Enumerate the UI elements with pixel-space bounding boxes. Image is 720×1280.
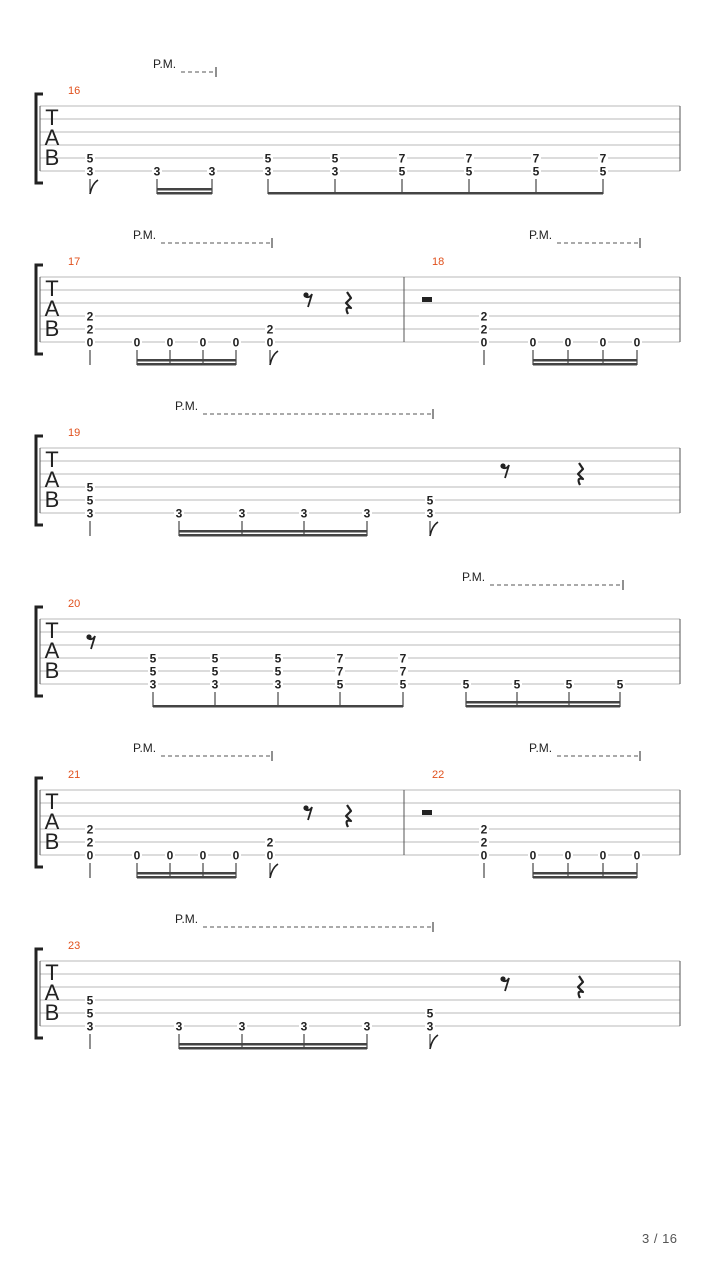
note-flag [270,351,278,365]
tab-system [36,912,680,1050]
tab-system [36,741,680,879]
beam [533,363,637,366]
fret-number: 7 [399,651,407,666]
fret-number: 3 [274,677,282,692]
rest [500,976,509,991]
note-flag [90,180,98,194]
fret-number: 0 [232,848,240,863]
fret-number: 0 [166,848,174,863]
fret-number: 2 [480,309,488,324]
fret-number: 3 [86,1019,94,1034]
fret-number: 0 [564,335,572,350]
beam [137,872,236,875]
fret-number: 5 [331,151,339,166]
fret-number: 0 [599,335,607,350]
tab-clef-letter: A [44,467,60,492]
tab-clef-letter: A [44,638,60,663]
fret-number: 3 [238,1019,246,1034]
measure-number: 18 [432,256,445,268]
tab-chord [263,152,273,195]
palm-mute-marking [462,570,623,590]
fret-number: 5 [86,993,94,1008]
tab-chord [397,152,407,195]
fret-number: 0 [133,335,141,350]
rest [303,292,312,307]
fret-number: 5 [264,151,272,166]
fret-number: 5 [211,664,219,679]
tab-clef-letter: T [45,618,59,643]
fret-number: 5 [86,480,94,495]
fret-number: 5 [211,651,219,666]
fret-number: 0 [133,848,141,863]
measure [68,427,680,537]
fret-number: 2 [480,835,488,850]
tab-clef-letter: A [44,296,60,321]
fret-number: 3 [153,164,161,179]
tab-clef-letter: T [45,447,59,472]
beam [179,534,367,537]
measure [422,256,680,366]
fret-number: 5 [465,164,473,179]
note-flag [430,1035,438,1049]
tab-chord [85,823,95,879]
fret-number: 0 [480,335,488,350]
palm-mute-marking [529,228,640,248]
fret-number: 3 [238,506,246,521]
fret-number: 5 [426,493,434,508]
fret-number: 5 [513,677,521,692]
palm-mute-label: P.M. [175,399,199,413]
tab-system [36,570,680,708]
tab-chord [398,652,408,708]
beam [533,876,637,879]
tab-system [36,57,680,195]
tab-chord [85,481,95,537]
fret-number: 2 [480,822,488,837]
measure-number: 17 [68,256,81,268]
fret-number: 3 [331,164,339,179]
beam [179,530,367,533]
fret-number: 3 [363,1019,371,1034]
fret-number: 7 [399,664,407,679]
measure [68,940,680,1050]
palm-mute-marking [175,399,433,419]
measure-number: 20 [68,598,81,610]
fret-number: 5 [274,664,282,679]
beam [533,359,637,362]
palm-mute-marking [133,228,272,248]
tab-clef-letter: A [44,980,60,1005]
fret-number: 7 [599,151,607,166]
tab-clef-letter: B [44,829,60,854]
fret-number: 5 [398,164,406,179]
fret-number: 2 [266,835,274,850]
fret-number: 5 [532,164,540,179]
tab-clef-letter: A [44,125,60,150]
fret-number: 2 [480,322,488,337]
measure [68,256,404,366]
fret-number: 0 [199,335,207,350]
rest [303,805,312,820]
tab-clef-letter: T [45,960,59,985]
tab-clef-letter: B [44,658,60,683]
fret-number: 0 [529,848,537,863]
fret-number: 0 [564,848,572,863]
palm-mute-label: P.M. [529,228,553,242]
fret-number: 5 [426,1006,434,1021]
fret-number: 5 [336,677,344,692]
measure-number: 21 [68,769,81,781]
palm-mute-marking [153,57,216,77]
fret-number: 0 [266,335,274,350]
tab-chord [479,310,489,366]
fret-number: 2 [86,322,94,337]
fret-number: 2 [86,822,94,837]
fret-number: 5 [86,493,94,508]
fret-number: 3 [149,677,157,692]
tab-clef-letter: T [45,789,59,814]
tab-clef-letter: B [44,487,60,512]
rest [422,810,432,815]
fret-number: 3 [426,506,434,521]
beam [137,876,236,879]
tab-chord [598,152,608,195]
fret-number: 2 [86,309,94,324]
fret-number: 2 [86,835,94,850]
fret-number: 0 [266,848,274,863]
fret-number: 5 [462,677,470,692]
rest [500,463,509,478]
palm-mute-label: P.M. [462,570,486,584]
fret-number: 5 [149,664,157,679]
measure [68,769,404,879]
tab-chord [330,152,340,195]
fret-number: 7 [532,151,540,166]
measure-number: 23 [68,940,81,952]
fret-number: 3 [300,1019,308,1034]
tab-system [36,228,680,366]
rest [422,297,432,302]
palm-mute-marking [529,741,640,761]
measure [422,769,680,879]
fret-number: 5 [274,651,282,666]
palm-mute-marking [175,912,433,932]
fret-number: 0 [166,335,174,350]
tab-chord [479,823,489,879]
fret-number: 3 [175,506,183,521]
tab-chord [85,994,95,1050]
measure-number: 19 [68,427,81,439]
beam [179,1047,367,1050]
fret-number: 7 [336,651,344,666]
fret-number: 0 [633,335,641,350]
rest [86,634,95,649]
beam [137,363,236,366]
measure-number: 16 [68,85,81,97]
fret-number: 5 [86,1006,94,1021]
fret-number: 0 [86,848,94,863]
fret-number: 3 [300,506,308,521]
page-indicator: 3 / 16 [642,1231,678,1246]
fret-number: 5 [599,164,607,179]
tab-clef-letter: B [44,145,60,170]
fret-number: 5 [565,677,573,692]
fret-number: 3 [264,164,272,179]
tab-chord [210,652,220,708]
fret-number: 5 [399,677,407,692]
fret-number: 5 [616,677,624,692]
beam [157,192,212,195]
note-flag [270,864,278,878]
tab-clef-letter: T [45,105,59,130]
tab-chord [531,152,541,195]
tab-system [36,399,680,537]
fret-number: 3 [211,677,219,692]
palm-mute-label: P.M. [133,228,157,242]
fret-number: 3 [175,1019,183,1034]
tab-clef-letter: A [44,809,60,834]
note-flag [430,522,438,536]
beam [268,192,603,195]
fret-number: 0 [480,848,488,863]
fret-number: 0 [633,848,641,863]
fret-number: 2 [266,322,274,337]
fret-number: 0 [232,335,240,350]
beam [179,1043,367,1046]
fret-number: 3 [363,506,371,521]
measure-number: 22 [432,769,445,781]
beam [153,705,403,708]
fret-number: 0 [86,335,94,350]
fret-number: 3 [208,164,216,179]
tab-clef-letter: B [44,1000,60,1025]
beam [466,705,620,708]
beam [157,188,212,191]
palm-mute-label: P.M. [529,741,553,755]
tab-chord [335,652,345,708]
tab-chord [148,652,158,708]
fret-number: 7 [398,151,406,166]
tab-chord [273,652,283,708]
fret-number: 3 [426,1019,434,1034]
measure [68,598,680,708]
palm-mute-marking [133,741,272,761]
fret-number: 5 [149,651,157,666]
fret-number: 5 [86,151,94,166]
measure [68,85,680,195]
palm-mute-label: P.M. [175,912,199,926]
fret-number: 0 [199,848,207,863]
tab-clef-letter: B [44,316,60,341]
tab-chord [464,152,474,195]
fret-number: 7 [465,151,473,166]
fret-number: 7 [336,664,344,679]
beam [137,359,236,362]
palm-mute-label: P.M. [133,741,157,755]
fret-number: 3 [86,506,94,521]
beam [533,872,637,875]
fret-number: 3 [86,164,94,179]
fret-number: 0 [529,335,537,350]
palm-mute-label: P.M. [153,57,177,71]
beam [466,701,620,704]
tab-clef-letter: T [45,276,59,301]
fret-number: 0 [599,848,607,863]
tab-chord [85,310,95,366]
